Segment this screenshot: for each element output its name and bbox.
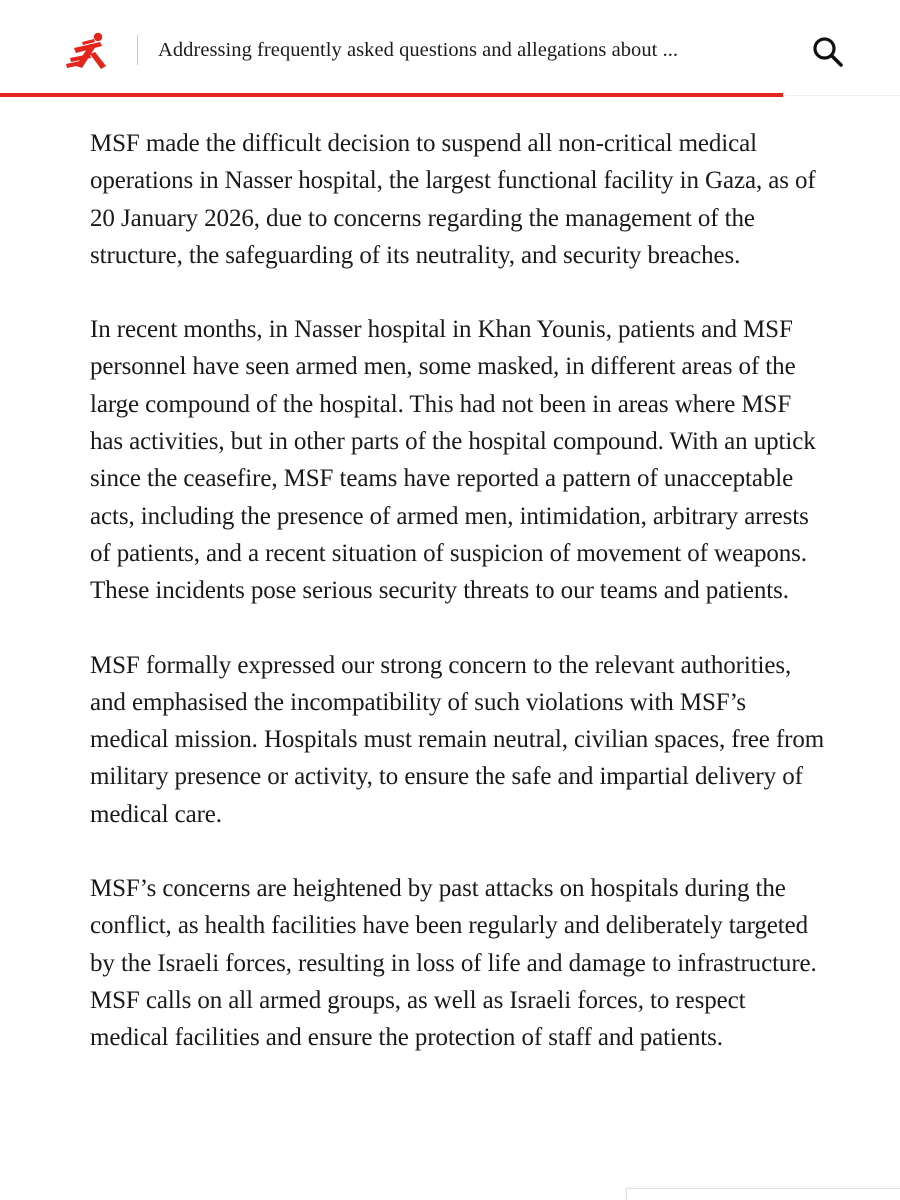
header-divider (137, 35, 138, 65)
article-paragraph: MSF made the difficult decision to suspend all non-critical medical operations in Nasser hospital, the largest functional facility in Gaza, as of 20 January 2026, due to concerns regarding the management of the structure, the safeguarding of its neutrality, and security breaches. (90, 130, 816, 269)
article-paragraph: In recent months, in Nasser hospital in Khan Younis, patients and MSF personnel have seen armed men, some masked, in different areas of the large compound of the hospital. This had not been in areas where MSF has activities, but in other parts of the hospital compound. With an uptick since the ceasefire, MSF teams have reported a pattern of unacceptable acts, including the presence of armed men, intimidation, arbitrary arrests of patients, and a recent situation of suspicion of movement of weapons. These incidents pose serious security threats to our teams and patients. (90, 316, 816, 605)
article-paragraph: MSF formally expressed our strong concern to the relevant authorities, and emphasised the incompatibility of such violations with MSF’s medical mission. Hospitals must remain neutral, civilian spaces, free from military presence or activity, to ensure the safe and impartial delivery of medical care. (90, 651, 825, 828)
msf-logo-link[interactable] (60, 28, 116, 72)
reading-progress-bar (0, 93, 900, 97)
article-paragraph: MSF’s concerns are heightened by past attacks on hospitals during the conflict, as health facilities have been regularly and deliberately targeted by the Israeli forces, resulting in loss of life and damage to infrastructure. MSF calls on all armed groups, as well as Israeli forces, to respect medical facilities and ensure the protection of staff and patients. (90, 875, 817, 1052)
floating-widget-edge[interactable] (626, 1188, 900, 1200)
search-button[interactable] (806, 30, 850, 74)
page-title: Addressing frequently asked questions and allegations about ... (158, 39, 679, 61)
reading-progress-fill (0, 93, 783, 97)
top-header (0, 0, 900, 96)
article-body (90, 125, 830, 1094)
msf-running-man-icon (60, 28, 116, 72)
search-icon (806, 30, 850, 74)
